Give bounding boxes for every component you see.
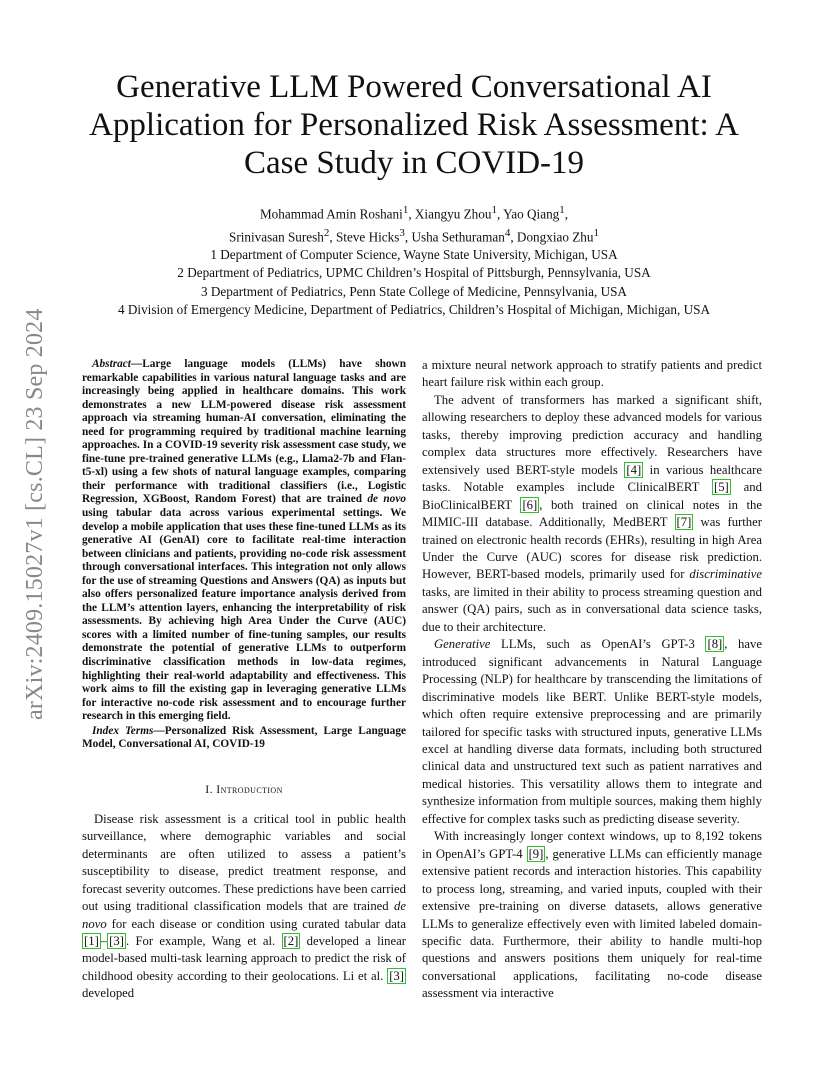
affiliation-sup: 3 [399, 226, 405, 239]
text-run: , have introduced significant advancements in Natural Language Processing (NLP) for healthcare by transcending the limitations of discriminative models like BERT. Unlike BERT-style models, which often require extensive preprocessing and are primarily tailored for specific tasks with structured inputs, generative LLMs excel at handling diverse data formats, including both structured clinical data and unstructured text such as patient narratives and medical histories. This versatility allows them to integrate and synthesize information from multiple sources, making them highly effective for complex tasks such as predicting disease severity. [422, 637, 762, 826]
right-column [422, 357, 762, 1003]
author-name: Usha Sethuraman [411, 228, 505, 244]
text-run: developed a linear model-based multi-task learning approach to predict the risk of childhood obesity according to their geolocations. Li et al. [82, 934, 406, 983]
text-run: Disease risk assessment is a critical tool in public health surveillance, where demographic variables and social determinants are often utilized to assess a patient’s susceptibility to disease, predict treatment response, and forecast severity outcomes. These predictions have been carried out using traditional classification models that are trained [82, 811, 406, 914]
text-run: was further trained on electronic health records (EHRs), resulting in high Area Under the Curve (AUC) scores for disease risk prediction. However, BERT-based models, primarily used for [422, 515, 762, 582]
author-name: Mohammad Amin Roshani [259, 206, 403, 222]
text-run: tasks, are limited in their ability to process streaming question and answer (QA) pairs, such as in conversational data science tasks, due to their architecture. [422, 584, 762, 634]
abstract-text: using tabular data across various experimental settings. We develop a mobile application that uses these fine-tuned LLMs as its generative AI (GenAI) core to facilitate real-time interaction between clinicians and patients, providing no-code risk assessment through conversational interfaces. This integration not only allows for the use of streaming Questions and Answers (QA) as inputs but also offers personalized feature importance analysis derived from the LLM’s attention layers, enhancing the interpretability of risk assessments. By achieving high Area Under the Curve (AUC) scores with a limited number of fine-tuning samples, our results demonstrate the potential of generative LLMs to outperform discriminative classification methods in low-data regimes, highlighting their real-world adaptability and effectiveness. This work aims to fill the existing gap in leveraging generative LLMs for interactive no-code risk assessment and to encourage further research in this emerging field. [82, 507, 406, 723]
body-paragraph [422, 828, 762, 1003]
author-block [70, 201, 758, 319]
text-run: for each disease or condition using curated tabular data [106, 916, 406, 931]
citation-link[interactable]: [3] [109, 934, 124, 949]
citation-link[interactable]: [4] [626, 462, 642, 477]
citation-link[interactable]: [8] [707, 637, 723, 652]
text-run: developed [82, 986, 135, 1001]
body-paragraph: a mixture neural network approach to stratify patients and predict heart failure risk within each group. [422, 358, 762, 390]
citation-link[interactable]: [1] [84, 934, 99, 949]
abstract-emphasis: de novo [367, 493, 406, 506]
paper-title [70, 68, 758, 182]
intro-paragraph [82, 811, 406, 1003]
author-name: Steve Hicks [335, 228, 400, 244]
affiliation-sup: 1 [593, 226, 599, 239]
text-run: The advent of transformers has marked a significant shift, allowing researchers to deploy these advanced models for various tasks, thereby improving prediction accuracy and handling complex data structures more effectively. Researchers have extensively used BERT-style models [422, 392, 762, 477]
affiliation-sup: 1 [559, 204, 565, 216]
author-name: Xiangyu Zhou [414, 206, 492, 222]
text-run: . For example, Wang et al. [125, 934, 282, 949]
text-run: LLMs, such as OpenAI’s GPT-3 [490, 637, 706, 652]
author-name: Dongxiao Zhu [516, 228, 594, 244]
affiliation-sup: 1 [491, 204, 497, 216]
text-run: in various healthcare tasks. Notable examples include ClinicalBERT [422, 462, 763, 495]
section-heading-introduction: I. Introduction [205, 781, 283, 796]
title-line: Case Study in COVID-19 [243, 145, 585, 181]
emphasis: de novo [82, 899, 406, 931]
abstract [82, 358, 406, 724]
body-paragraph [422, 392, 762, 636]
citation-link[interactable]: [6] [522, 497, 538, 512]
abstract-label: Abstract [92, 358, 131, 370]
emphasis: Generative [434, 637, 491, 652]
author-name: Yao Qiang [503, 206, 560, 222]
citation-link[interactable]: [5] [713, 480, 729, 495]
citation-link[interactable]: [9] [528, 846, 544, 861]
author-line: Srinivasan Suresh$^2$, Steve Hicks$^3$, Usha Sethuraman$^4$, Dongxiao Zhu$^1$ [229, 226, 599, 244]
citation-link[interactable]: [2] [283, 934, 299, 949]
affiliation-line: 1 Department of Computer Science, Wayne State University, Michigan, USA [210, 247, 618, 263]
affiliation-line: 2 Department of Pediatrics, UPMC Children’s Hospital of Pittsburgh, Pennsylvania, USA [177, 265, 651, 281]
text-run: , generative LLMs can efficiently manage extensive patient records and interaction histories. This capability to process long, streaming, and varied inputs, coupled with their extensive pre-training on diverse datasets, allows generative LLMs to generalize effectively even with limited labeled domain-specific data. Furthermore, their ability to handle multi-hop questions and answers positions them uniquely for real-time conversational applications, facilitating no-code disease assessment via interactive [422, 846, 763, 1001]
left-column [82, 358, 406, 1003]
citation-link[interactable]: [3] [389, 968, 404, 983]
text-run: With increasingly longer context windows, up to 8,192 tokens in OpenAI’s GPT-4 [422, 829, 762, 861]
text-run: and BioClinicalBERT [422, 480, 762, 512]
text-run: – [100, 934, 108, 949]
affiliation-line: 3 Department of Pediatrics, Penn State College of Medicine, Pennsylvania, USA [201, 283, 627, 299]
body-paragraph [422, 636, 762, 828]
affiliation-sup: 2 [323, 226, 330, 239]
emphasis: discriminative [689, 567, 762, 582]
affiliation-sup: 4 [504, 226, 511, 239]
citation-link[interactable]: [7] [676, 515, 692, 530]
affiliation-sup: 1 [402, 204, 409, 216]
abstract-text: —Large language models (LLMs) have shown remarkable capabilities in various natural language tasks and are increasingly being applied in healthcare domains. This work demonstrates a new LLM-powered disease risk assessment approach via streaming human-AI conversation, eliminating the need for programming required by traditional machine learning approaches. In a COVID-19 severity risk assessment case study, we fine-tune pre-trained generative LLMs (e.g., Llama2-7b and Flan-t5-xl) using a few shots of natural language examples, comparing their performance with traditional classifiers (i.e., Logistic Regression, XGBoost, Random Forest) that are trained [82, 358, 406, 506]
author-name: Srinivasan Suresh [229, 228, 324, 244]
title-line: Generative LLM Powered Conversational AI [116, 69, 712, 105]
arxiv-identifier-stamp: arXiv:2409.15027v1 [cs.CL] 23 Sep 2024 [22, 308, 48, 720]
index-terms-label: Index Terms [92, 724, 154, 737]
affiliation-line: 4 Division of Emergency Medicine, Department of Pediatrics, Children’s Hospital of Michigan, Michigan, USA [118, 301, 710, 317]
title-line: Application for Personalized Risk Assessment: A [89, 107, 739, 143]
text-run: , both trained on clinical notes in the MIMIC-III database. Additionally, MedBERT [422, 497, 762, 530]
index-terms-text: —Personalized Risk Assessment, Large Language Model, Conversational AI, COVID-19 [82, 724, 406, 751]
index-terms [82, 725, 406, 752]
author-line: Mohammad Amin Roshani$^1$, Xiangyu Zhou$^1$, Yao Qiang$^1$, [259, 204, 569, 222]
